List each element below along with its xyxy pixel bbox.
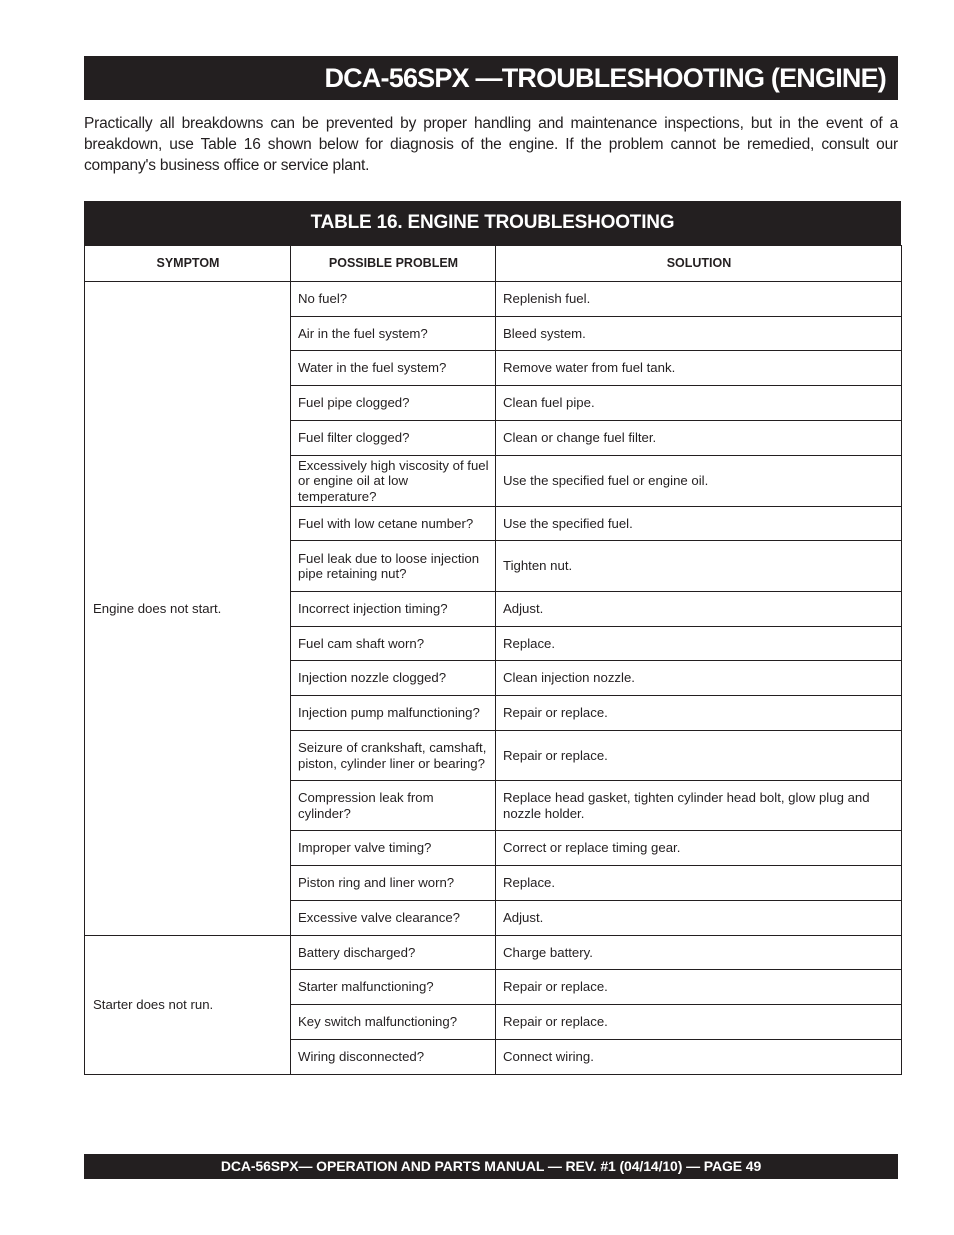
problem-cell: Battery discharged? <box>291 936 496 970</box>
solution-cell: Use the specified fuel. <box>496 507 902 541</box>
solution-cell: Clean injection nozzle. <box>496 661 902 696</box>
solution-cell: Adjust. <box>496 592 902 627</box>
table-header-row <box>85 246 902 282</box>
solution-cell: Remove water from fuel tank. <box>496 351 902 386</box>
table-body <box>85 282 902 1075</box>
solution-cell: Replace. <box>496 866 902 901</box>
symptom-cell: Starter does not run. <box>85 936 291 1075</box>
problem-cell: Compression leak from cylinder? <box>291 781 496 831</box>
solution-cell: Clean or change fuel filter. <box>496 421 902 456</box>
page-title-bar <box>84 56 898 100</box>
solution-cell: Clean fuel pipe. <box>496 386 902 421</box>
solution-cell: Bleed system. <box>496 317 902 351</box>
problem-cell: Air in the fuel system? <box>291 317 496 351</box>
column-header-solution: SOLUTION <box>496 246 902 282</box>
problem-cell: No fuel? <box>291 282 496 317</box>
solution-cell: Charge battery. <box>496 936 902 970</box>
solution-cell: Connect wiring. <box>496 1040 902 1075</box>
page-footer: DCA-56SPX— OPERATION AND PARTS MANUAL — REV. #1 (04/14/10) — PAGE 49 <box>84 1154 898 1179</box>
problem-cell: Starter malfunctioning? <box>291 970 496 1005</box>
problem-cell: Wiring disconnected? <box>291 1040 496 1075</box>
problem-cell: Fuel cam shaft worn? <box>291 627 496 661</box>
intro-paragraph: Practically all breakdowns can be prevented by proper handling and maintenance inspections, but in the event of a breakdown, use Table 16 shown below for diagnosis of the engine. If the problem cannot be remedied, consult our company's business office or service plant. <box>84 115 898 174</box>
table-row <box>85 936 902 970</box>
solution-cell: Tighten nut. <box>496 541 902 592</box>
problem-cell: Improper valve timing? <box>291 831 496 866</box>
solution-cell: Repair or replace. <box>496 970 902 1005</box>
solution-cell: Repair or replace. <box>496 696 902 731</box>
table-title: TABLE 16. ENGINE TROUBLESHOOTING <box>84 201 901 245</box>
problem-cell: Incorrect injection timing? <box>291 592 496 627</box>
column-header-possible-problem: POSSIBLE PROBLEM <box>291 246 496 282</box>
problem-cell: Fuel leak due to loose injection pipe retaining nut? <box>291 541 496 592</box>
troubleshooting-table <box>84 201 901 1075</box>
solution-cell: Replenish fuel. <box>496 282 902 317</box>
problem-cell: Piston ring and liner worn? <box>291 866 496 901</box>
problem-cell: Excessively high viscosity of fuel or engine oil at low temperature? <box>291 456 496 507</box>
problem-cell: Injection nozzle clogged? <box>291 661 496 696</box>
table-row <box>85 282 902 317</box>
problem-cell: Fuel with low cetane number? <box>291 507 496 541</box>
problem-cell: Injection pump malfunctioning? <box>291 696 496 731</box>
problem-cell: Excessive valve clearance? <box>291 901 496 936</box>
solution-cell: Replace. <box>496 627 902 661</box>
problem-cell: Seizure of crankshaft, camshaft, piston, cylinder liner or bearing? <box>291 731 496 781</box>
solution-cell: Replace head gasket, tighten cylinder head bolt, glow plug and nozzle holder. <box>496 781 902 831</box>
troubleshooting-grid <box>84 245 902 1075</box>
problem-cell: Fuel filter clogged? <box>291 421 496 456</box>
page-title: DCA-56SPX —TROUBLESHOOTING (ENGINE) <box>324 63 886 93</box>
solution-cell: Repair or replace. <box>496 731 902 781</box>
symptom-cell: Engine does not start. <box>85 282 291 936</box>
problem-cell: Water in the fuel system? <box>291 351 496 386</box>
solution-cell: Use the specified fuel or engine oil. <box>496 456 902 507</box>
solution-cell: Repair or replace. <box>496 1005 902 1040</box>
column-header-symptom: SYMPTOM <box>85 246 291 282</box>
problem-cell: Key switch malfunctioning? <box>291 1005 496 1040</box>
problem-cell: Fuel pipe clogged? <box>291 386 496 421</box>
solution-cell: Adjust. <box>496 901 902 936</box>
solution-cell: Correct or replace timing gear. <box>496 831 902 866</box>
